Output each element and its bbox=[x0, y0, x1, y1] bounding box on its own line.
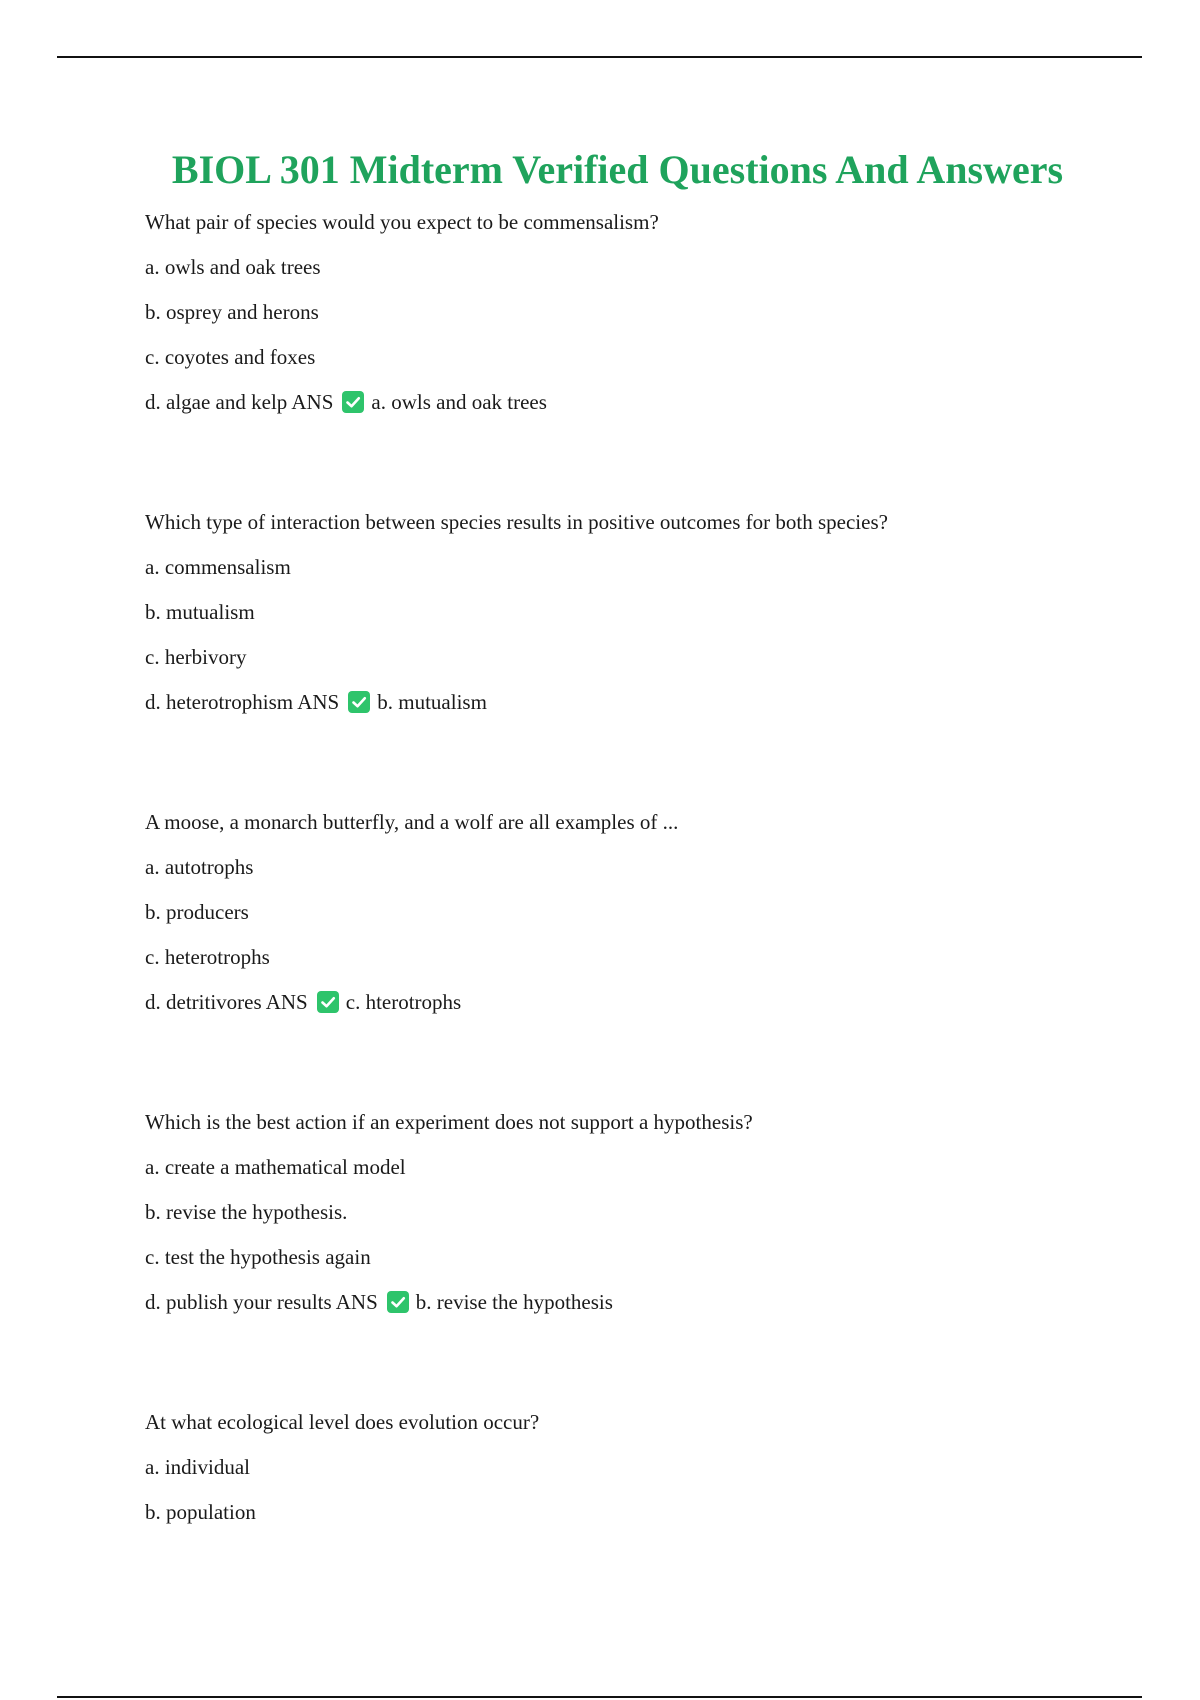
answer-text: b. mutualism bbox=[377, 690, 487, 714]
question-block bbox=[145, 507, 1145, 717]
question-block bbox=[145, 807, 1145, 1017]
check-icon bbox=[387, 1291, 409, 1313]
answer-line bbox=[145, 387, 1145, 417]
answer-line bbox=[145, 687, 1145, 717]
question-text: At what ecological level does evolution occur? bbox=[145, 1410, 540, 1434]
option: a. create a mathematical model bbox=[145, 1155, 406, 1179]
question-text: A moose, a monarch butterfly, and a wolf are all examples of ... bbox=[145, 810, 679, 834]
answer-line bbox=[145, 987, 1145, 1017]
option: c. coyotes and foxes bbox=[145, 345, 316, 369]
top-rule bbox=[57, 56, 1142, 58]
answer-text: b. revise the hypothesis bbox=[415, 1290, 613, 1314]
option: b. osprey and herons bbox=[145, 300, 319, 324]
question-text: What pair of species would you expect to be commensalism? bbox=[145, 210, 659, 234]
answer-text: c. hterotrophs bbox=[345, 990, 462, 1014]
option: d. detritivores ANS bbox=[145, 990, 308, 1014]
option: a. individual bbox=[145, 1455, 250, 1479]
answer-text: a. owls and oak trees bbox=[371, 390, 547, 414]
question-text: Which type of interaction between species results in positive outcomes for both species? bbox=[145, 510, 888, 534]
option: a. owls and oak trees bbox=[145, 255, 321, 279]
option: b. population bbox=[145, 1500, 256, 1524]
question-block bbox=[145, 1407, 1145, 1527]
check-icon bbox=[317, 991, 339, 1013]
check-icon bbox=[342, 391, 364, 413]
page-title: BIOL 301 Midterm Verified Questions And Answers bbox=[171, 147, 1064, 192]
option: b. revise the hypothesis. bbox=[145, 1200, 348, 1224]
option: a. autotrophs bbox=[145, 855, 254, 879]
option: b. producers bbox=[145, 900, 249, 924]
option: d. publish your results ANS bbox=[145, 1290, 378, 1314]
answer-line bbox=[145, 1287, 1145, 1317]
question-list bbox=[145, 207, 1145, 1617]
question-block bbox=[145, 1107, 1145, 1317]
option: d. heterotrophism ANS bbox=[145, 690, 340, 714]
question-block bbox=[145, 207, 1145, 417]
option: c. herbivory bbox=[145, 645, 247, 669]
option: c. heterotrophs bbox=[145, 945, 270, 969]
option: d. algae and kelp ANS bbox=[145, 390, 334, 414]
question-text: Which is the best action if an experiment does not support a hypothesis? bbox=[145, 1110, 753, 1134]
bottom-rule bbox=[57, 1696, 1142, 1698]
option: c. test the hypothesis again bbox=[145, 1245, 371, 1269]
option: b. mutualism bbox=[145, 600, 255, 624]
option: a. commensalism bbox=[145, 555, 291, 579]
check-icon bbox=[348, 691, 370, 713]
